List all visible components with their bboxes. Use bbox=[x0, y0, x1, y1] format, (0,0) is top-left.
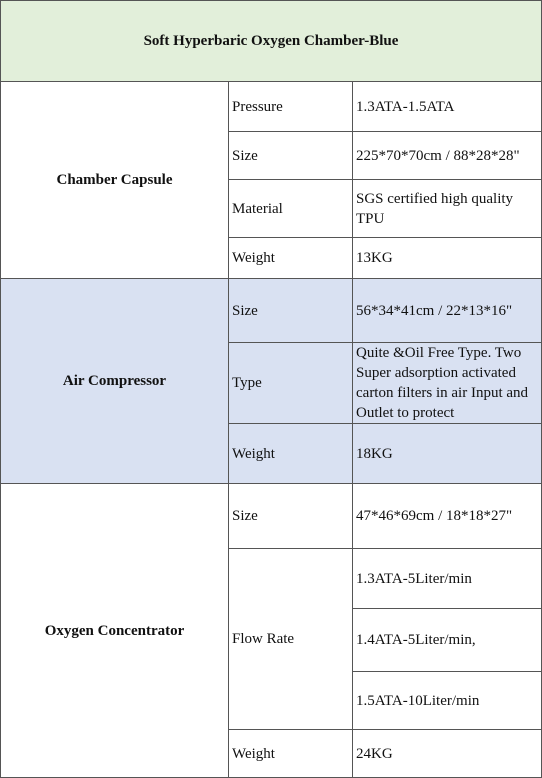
chamber-pressure-row bbox=[1, 82, 542, 132]
concentrator-weight-value: 24KG bbox=[353, 730, 542, 778]
compressor-weight-value: 18KG bbox=[353, 424, 542, 484]
chamber-pressure-value: 1.3ATA-1.5ATA bbox=[353, 82, 542, 132]
concentrator-flow-value-2: 1.4ATA-5Liter/min, bbox=[353, 609, 542, 672]
compressor-size-label: Size bbox=[229, 279, 353, 343]
chamber-weight-label: Weight bbox=[229, 238, 353, 279]
chamber-material-label: Material bbox=[229, 180, 353, 238]
concentrator-flow-value-1: 1.3ATA-5Liter/min bbox=[353, 549, 542, 609]
concentrator-group-label: Oxygen Concentrator bbox=[1, 484, 229, 778]
concentrator-weight-label: Weight bbox=[229, 730, 353, 778]
compressor-weight-label: Weight bbox=[229, 424, 353, 484]
concentrator-size-label: Size bbox=[229, 484, 353, 549]
concentrator-size-row bbox=[1, 484, 542, 549]
chamber-group-label: Chamber Capsule bbox=[1, 82, 229, 279]
chamber-pressure-label: Pressure bbox=[229, 82, 353, 132]
compressor-size-value: 56*34*41cm / 22*13*16" bbox=[353, 279, 542, 343]
chamber-size-label: Size bbox=[229, 132, 353, 180]
concentrator-flow-value-3: 1.5ATA-10Liter/min bbox=[353, 672, 542, 730]
table-title: Soft Hyperbaric Oxygen Chamber-Blue bbox=[1, 1, 542, 82]
concentrator-size-value: 47*46*69cm / 18*18*27" bbox=[353, 484, 542, 549]
chamber-size-value: 225*70*70cm / 88*28*28" bbox=[353, 132, 542, 180]
chamber-weight-value: 13KG bbox=[353, 238, 542, 279]
compressor-type-label: Type bbox=[229, 343, 353, 424]
chamber-material-value: SGS certified high quality TPU bbox=[353, 180, 542, 238]
title-row bbox=[1, 1, 542, 82]
compressor-size-row bbox=[1, 279, 542, 343]
compressor-group-label: Air Compressor bbox=[1, 279, 229, 484]
compressor-type-value: Quite &Oil Free Type. Two Super adsorption activated carton filters in air Input and Outlet to protect bbox=[353, 343, 542, 424]
concentrator-flow-label: Flow Rate bbox=[229, 549, 353, 730]
